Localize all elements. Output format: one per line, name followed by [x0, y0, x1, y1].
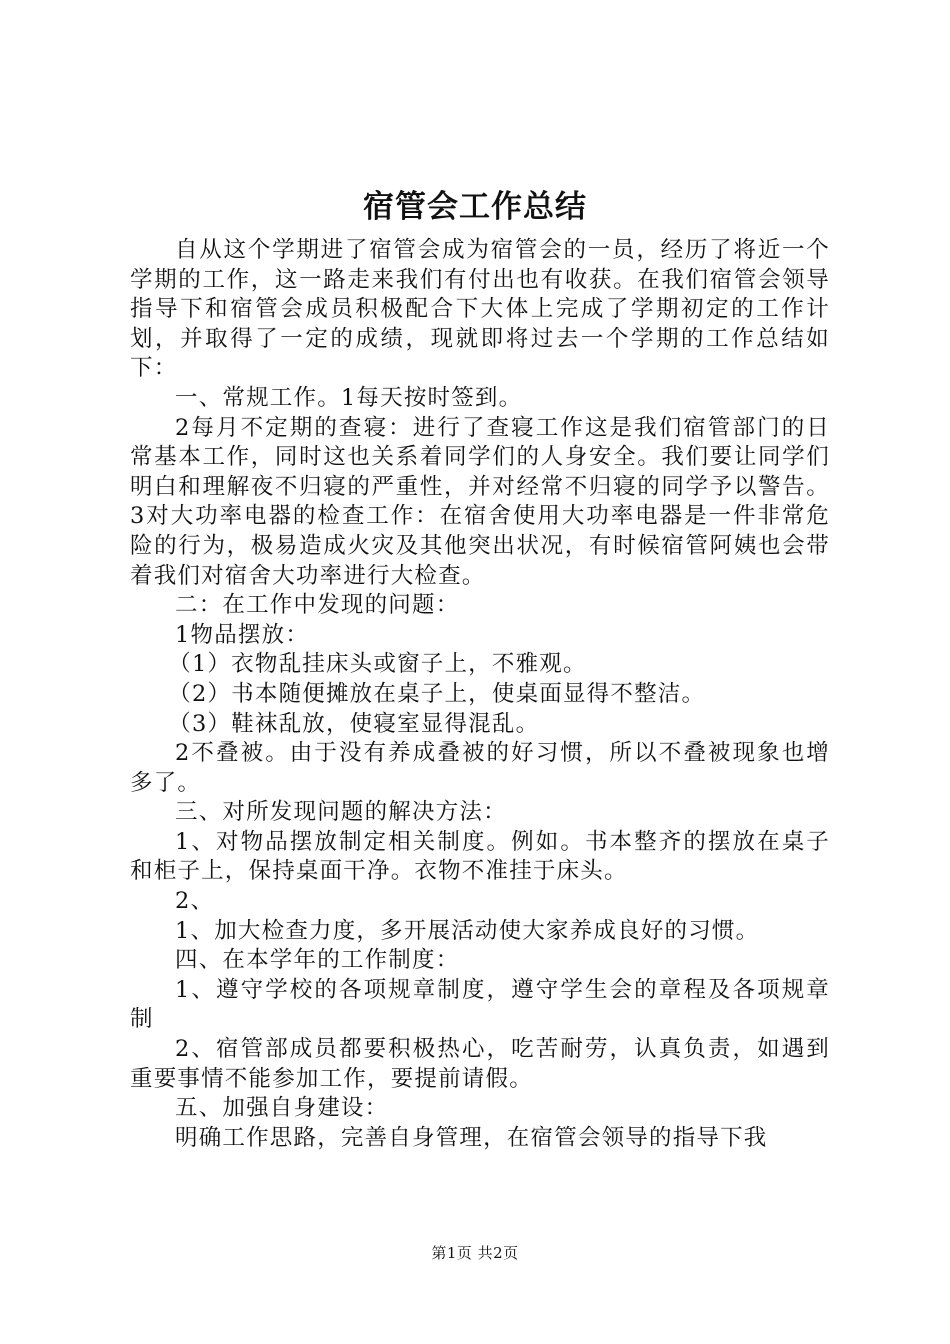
paragraph-rule-1: 1、遵守学校的各项规章制度，遵守学生会的章程及各项规章制	[130, 976, 830, 1033]
page-footer: 第1页 共2页	[431, 1244, 519, 1262]
document-title: 宿管会工作总结	[363, 189, 587, 225]
paragraph-bedding: 2不叠被。由于没有养成叠被的好习惯，所以不叠被现象也增多了。	[130, 740, 830, 796]
paragraph-self-building: 明确工作思路，完善自身管理，在宿管会领导的指导下我	[175, 1124, 768, 1151]
paragraph-section-3: 三、对所发现问题的解决方法：	[175, 799, 507, 826]
paragraph-section-1-detail: 2每月不定期的查寝：进行了查寝工作这是我们宿管部门的日常基本工作，同时这也关系着同学们的人身安全。我们要让同学们明白和理解夜不归寝的严重性，并对经常不归寝的同学予以警告。3对大功率电器的检查工作：在宿舍使用大功率电器是一件非常危险的行为，极易造成火灾及其他突出状况，有时候宿管阿姨也会带着我们对宿舍大功率进行大检查。	[130, 414, 830, 589]
paragraph-section-4: 四、在本学年的工作制度：	[175, 947, 460, 974]
paragraph-section-5: 五、加强自身建设：	[175, 1095, 389, 1122]
paragraph-section-2: 二：在工作中发现的问题：	[175, 592, 460, 619]
paragraph-solution-2-1: 1、加大检查力度，多开展活动使大家养成良好的习惯。	[175, 917, 760, 944]
paragraph-subitem-1: （1）衣物乱挂床头或窗子上，不雅观。	[168, 651, 587, 678]
paragraph-solution-1: 1、对物品摆放制定相关制度。例如。书本整齐的摆放在桌子和柜子上，保持桌面干净。衣物不准挂于床头。	[130, 828, 830, 885]
paragraph-subitem-2: （2）书本随便摊放在桌子上，使桌面显得不整洁。	[168, 680, 706, 707]
paragraph-solution-2: 2、	[175, 888, 215, 915]
document-body	[130, 236, 830, 1153]
paragraph-intro: 自从这个学期进了宿管会成为宿管会的一员，经历了将近一个学期的工作，这一路走来我们有付出也有收获。在我们宿管会领导指导下和宿管会成员积极配合下大体上完成了学期初定的工作计划，并取得了一定的成绩，现就即将过去一个学期的工作总结如下：	[130, 237, 830, 382]
paragraph-subitem-3: （3）鞋袜乱放，使寝室显得混乱。	[168, 710, 540, 737]
paragraph-section-1: 一、常规工作。1每天按时签到。	[175, 384, 523, 411]
paragraph-rule-2: 2、宿管部成员都要积极热心，吃苦耐劳，认真负责，如遇到重要事情不能参加工作，要提前请假。	[130, 1036, 830, 1092]
paragraph-item-placement: 1物品摆放：	[175, 621, 310, 648]
